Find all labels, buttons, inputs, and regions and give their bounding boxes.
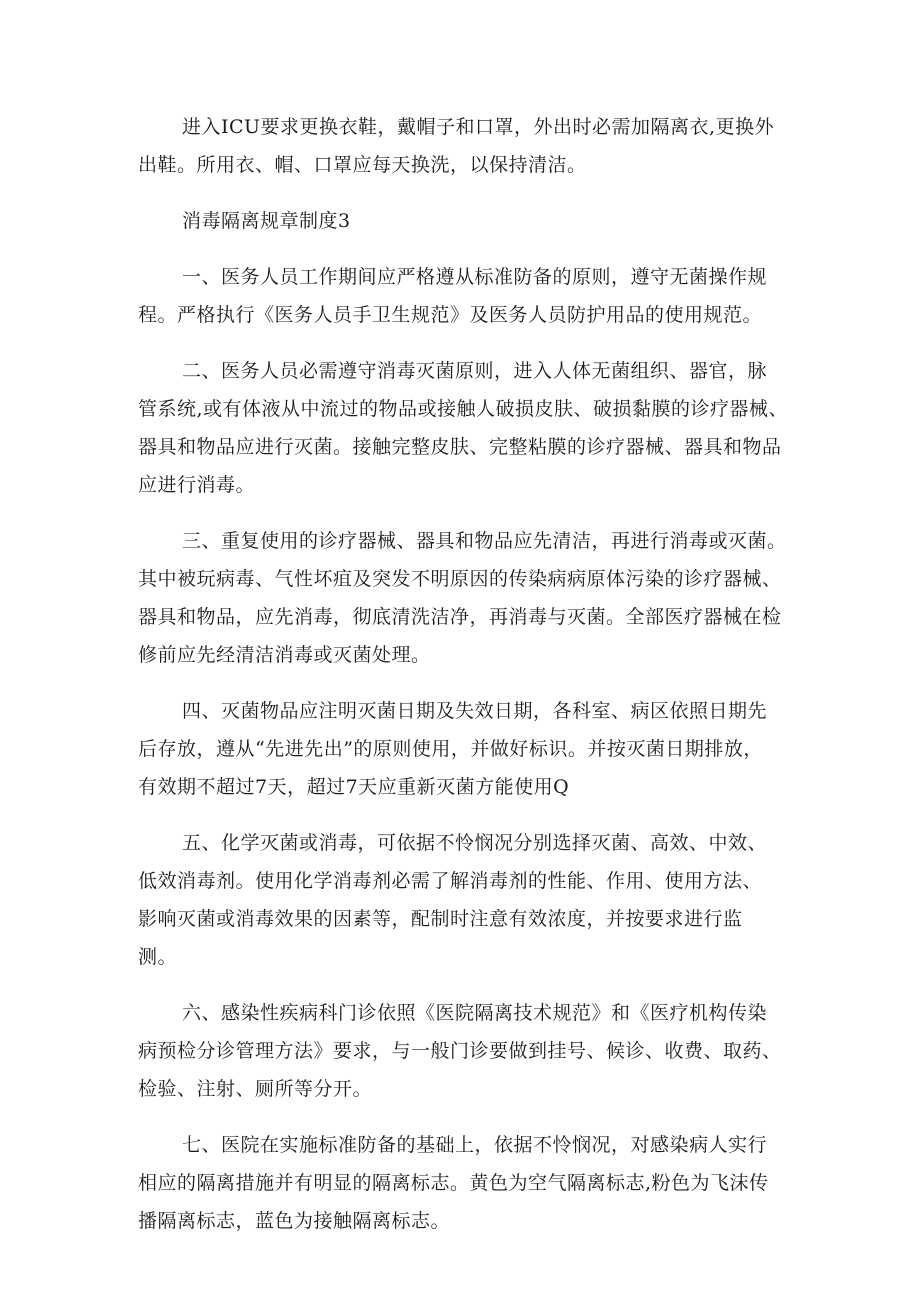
text-line: 三、重复使用的诊疗器械、器具和物品应先清洁，再进行消毒或灭菌。 — [182, 530, 787, 552]
paragraph-rule-2 — [138, 352, 802, 504]
section-heading — [138, 202, 802, 240]
text-line: 七、医院在实施标准防备的基础上，依据不怜悯况，对感染病人实行 — [182, 1134, 768, 1156]
text-line: 器具和物品，应先消毒，彻底清洗洁净，再消毒与灭菌。全部医疗器械在检 — [138, 606, 782, 628]
text-line: 影响灭菌或消毒效果的因素等，配制时注意有效浓度，并按要求进行监 — [138, 908, 743, 930]
text-line: 有效期不超过7天，超过7天应重新灭菌方能使用Q — [138, 776, 570, 798]
text-line: 器具和物品应进行灭菌。接触完整皮肤、完整粘膜的诊疗器械、器具和物品 — [138, 436, 782, 458]
text-line: 程。严格执行《医务人员手卫生规范》及医务人员防护用品的使用规范。 — [138, 304, 763, 326]
text-line: 管系统,或有体液从中流过的物品或接触人破损皮肤、破损黏膜的诊疗器械、 — [138, 398, 789, 420]
text-line: 应进行消毒。 — [138, 474, 256, 496]
text-line: 出鞋。所用衣、帽、口罩应每天换洗，以保持清洁。 — [138, 154, 587, 176]
text-line: 测。 — [138, 946, 178, 968]
paragraph-icu-attire — [138, 108, 802, 184]
text-line: 一、医务人员工作期间应严格遵从标准防备的原则，遵守无菌操作规 — [182, 266, 768, 288]
paragraph-rule-7 — [138, 1126, 802, 1240]
text-line: 二、医务人员必需遵守消毒灭菌原则，进入人体无菌组织、器官，脉 — [182, 360, 768, 382]
text-line: 病预检分诊管理方法》要求，与一般门诊要做到挂号、候诊、收费、取药、 — [138, 1040, 782, 1062]
text-line: 修前应先经清洁消毒或灭菌处理。 — [138, 644, 431, 666]
text-line: 检验、注射、厕所等分开。 — [138, 1078, 373, 1100]
text-line: 进入ICU要求更换衣鞋，戴帽子和口罩，外出时必需加隔离衣,更换外 — [182, 116, 775, 138]
section-title: 消毒隔离规章制度3 — [182, 210, 351, 232]
text-line: 低效消毒剂。使用化学消毒剂必需了解消毒剂的性能、作用、使用方法、 — [138, 870, 763, 892]
text-line: 其中被玩病毒、气性坏疽及突发不明原因的传染病病原体污染的诊疗器械、 — [138, 568, 782, 590]
paragraph-rule-1 — [138, 258, 802, 334]
paragraph-rule-4 — [138, 692, 802, 806]
paragraph-rule-5 — [138, 824, 802, 976]
text-line: 后存放，遵从“先进先出”的原则使用，并做好标识。并按灭菌日期排放， — [138, 738, 763, 760]
paragraph-rule-3 — [138, 522, 802, 674]
text-line: 五、化学灭菌或消毒，可依据不怜悯况分别选择灭菌、高效、中效、 — [182, 832, 768, 854]
text-line: 播隔离标志，蓝色为接触隔离标志。 — [138, 1210, 451, 1232]
text-line: 六、感染性疾病科门诊依照《医院隔离技术规范》和《医疗机构传染 — [182, 1002, 768, 1024]
text-line: 相应的隔离措施并有明显的隔离标志。黄色为空气隔离标志,粉色为飞沫传 — [138, 1172, 769, 1194]
paragraph-rule-6 — [138, 994, 802, 1108]
text-line: 四、灭菌物品应注明灭菌日期及失效日期，各科室、病区依照日期先 — [182, 700, 768, 722]
